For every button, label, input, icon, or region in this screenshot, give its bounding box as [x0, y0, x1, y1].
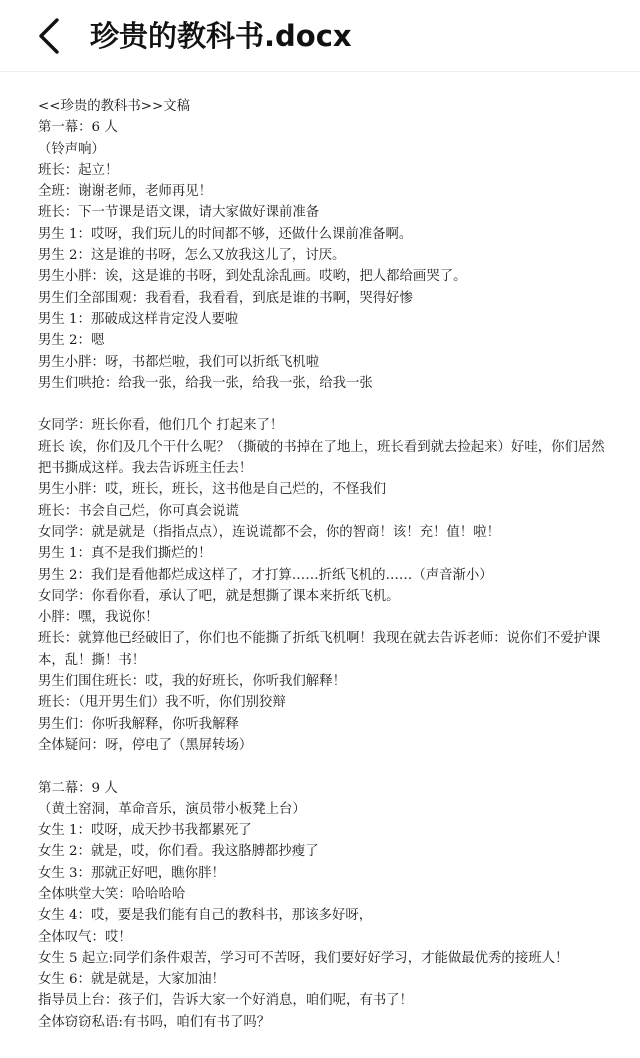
document-line: 女生 2：就是，哎，你们看。我这胳膊都抄瘦了: [38, 844, 319, 860]
document-line: 全体叹气：哎！: [38, 929, 132, 945]
document-line: 男生们哄抢：给我一张，给我一张，给我一张，给我一张: [38, 375, 373, 391]
document-line: 班长 诶，你们及几个干什么呢？（撕破的书掉在了地上，班长看到就去捡起来）好哇，你们居然把书撕成这样。我去告诉班主任去！: [38, 439, 605, 477]
document-line: 班长：下一节课是语文课，请大家做好课前准备: [38, 205, 320, 221]
document-content: [38, 96, 608, 1033]
document-line: 女生 4：哎，要是我们能有自己的教科书，那该多好呀，: [38, 908, 373, 924]
document-line: 男生小胖：呀，书都烂啦，我们可以折纸飞机啦: [38, 354, 320, 370]
document-line: 男生们：你听我解释，你听我解释: [38, 716, 239, 732]
chevron-left-icon: [28, 14, 72, 58]
document-line: 班长：书会自己烂，你可真会说谎: [38, 503, 239, 519]
document-title: 珍贵的教科书.docx: [90, 19, 352, 53]
document-line: 第二幕：9 人: [38, 780, 118, 796]
document-line: 班长：起立！: [38, 162, 119, 178]
document-line: 男生 2：嗯: [38, 333, 105, 349]
document-line: 班长：（甩开男生们）我不听，你们别狡辩: [38, 695, 286, 711]
top-bar: [0, 0, 640, 72]
blank-line: [38, 756, 608, 777]
document-line: 女生 3：那就正好吧，瞧你胖！: [38, 865, 225, 881]
document-line: 男生小胖：诶，这是谁的书呀，到处乱涂乱画。哎哟，把人都给画哭了。: [38, 269, 467, 285]
document-line: 全体疑问：呀，停电了（黑屏转场）: [38, 737, 253, 753]
document-line: 男生 1：那破成这样肯定没人要啦: [38, 311, 239, 327]
document-line: 男生 2：我们是看他都烂成这样了，才打算……折纸飞机的……（声音渐小）: [38, 567, 493, 583]
document-line: 男生 1：真不是我们撕烂的！: [38, 546, 212, 562]
document-line: 全体窃窃私语:有书吗，咱们有书了吗？: [38, 1014, 271, 1030]
document-line: 全体哄堂大笑：哈哈哈哈: [38, 886, 186, 902]
document-line: 女生 5 起立:同学们条件艰苦，学习可不苦呀，我们要好好学习，才能做最优秀的接班人！: [38, 950, 569, 966]
document-line: （黄土窑洞，革命音乐，演员带小板凳上台）: [38, 801, 306, 817]
back-button[interactable]: [28, 14, 72, 58]
document-line: 班长：就算他已经破旧了，你们也不能撕了折纸飞机啊！我现在就去告诉老师：说你们不爱护课本，乱！撕！书！: [38, 631, 601, 668]
document-line: 女同学：班长你看，他们几个 打起来了！: [38, 418, 284, 434]
document-line: 男生们围住班长：哎，我的好班长，你听我们解释！: [38, 674, 346, 690]
document-line: 女同学：你看你看，承认了吧，就是想撕了课本来折纸飞机。: [38, 588, 400, 604]
document-line: 女生 6：就是就是，大家加油！: [38, 972, 225, 988]
document-line: 第一幕：6 人: [38, 120, 118, 136]
document-line: 女同学：就是就是（指指点点），连说谎都不会，你的智商！该！充！值！啦！: [38, 524, 500, 540]
document-line: 男生 1：哎呀，我们玩儿的时间都不够，还做什么课前准备啊。: [38, 226, 413, 242]
document-line: 指导员上台：孩子们，告诉大家一个好消息，咱们呢，有书了！: [38, 993, 413, 1009]
document-line: <<珍贵的教科书>>文稿: [38, 99, 191, 114]
document-line: （铃声响）: [38, 141, 105, 157]
document-line: 男生小胖：哎，班长，班长，这书他是自己烂的，不怪我们: [38, 482, 387, 498]
document-line: 全班：谢谢老师，老师再见！: [38, 184, 213, 200]
blank-line: [38, 394, 608, 415]
document-line: 男生们全部围观：我看看，我看看，到底是谁的书啊，哭得好惨: [38, 290, 413, 306]
document-line: 女生 1：哎呀，成天抄书我都累死了: [38, 823, 252, 839]
document-line: 男生 2：这是谁的书呀，怎么又放我这儿了，讨厌。: [38, 248, 346, 264]
document-line: 小胖：嘿，我说你！: [38, 610, 159, 626]
